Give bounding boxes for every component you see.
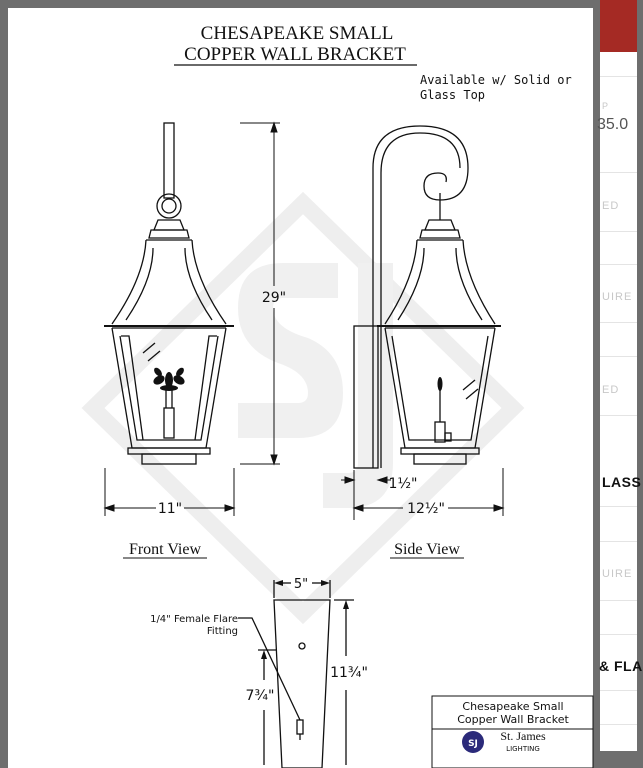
divider xyxy=(600,724,637,725)
divider xyxy=(600,322,637,323)
drawing-title-line1: CHESAPEAKE SMALL xyxy=(200,23,394,44)
option-heading-flame: & FLA xyxy=(599,658,643,674)
divider xyxy=(600,506,637,507)
divider xyxy=(600,264,637,265)
depth-dimension-label: 12½" xyxy=(407,501,445,517)
divider xyxy=(600,231,637,232)
availability-note-line2: Glass Top xyxy=(420,88,486,102)
front-view-label: Front View xyxy=(128,541,202,558)
divider xyxy=(600,76,637,77)
flame-ornament xyxy=(152,366,186,391)
divider xyxy=(600,541,637,542)
drawing-title-line2: COPPER WALL BRACKET xyxy=(184,44,406,65)
option-heading-glass: LASS xyxy=(602,474,642,490)
primary-action-button[interactable] xyxy=(600,0,637,52)
divider xyxy=(600,634,637,635)
height-dimension-label: 29" xyxy=(261,290,287,306)
fitting-note-line1: 1/4" Female Flare xyxy=(150,614,238,625)
title-block-line1: Chesapeake Small xyxy=(462,700,564,713)
divider xyxy=(600,690,637,691)
option-field-1[interactable]: ED xyxy=(602,200,620,212)
brand-name: St. James xyxy=(500,729,546,743)
fitting-height-dimension-label: 7¾" xyxy=(245,688,275,704)
divider xyxy=(600,600,637,601)
width-dimension-label: 11" xyxy=(157,501,183,517)
price-value: 35.0 xyxy=(597,116,629,133)
option-field-5[interactable]: UIRE xyxy=(602,568,633,580)
spec-sheet-page xyxy=(8,8,593,768)
mount-height-dimension-label: 11¾" xyxy=(330,665,368,681)
technical-drawing xyxy=(8,8,593,768)
brand-logo-text: SJ xyxy=(468,739,478,749)
divider xyxy=(600,415,637,416)
fitting-note-line2: Fitting xyxy=(206,626,238,637)
side-view-label: Side View xyxy=(394,541,460,558)
pilot-flame xyxy=(438,377,443,391)
brand-subtitle: LIGHTING xyxy=(506,745,540,753)
option-field-2[interactable]: UIRE xyxy=(602,291,633,303)
divider xyxy=(600,172,637,173)
option-field-3[interactable]: ED xyxy=(602,384,620,396)
top-width-dimension-label: 5" xyxy=(293,577,309,592)
divider xyxy=(600,356,637,357)
availability-note-line1: Available w/ Solid or xyxy=(420,73,572,87)
product-options-panel xyxy=(597,0,643,751)
title-block-line2: Copper Wall Bracket xyxy=(457,713,569,726)
bracket-dimension-label: 1½" xyxy=(388,476,418,492)
price-label: P xyxy=(602,101,610,111)
